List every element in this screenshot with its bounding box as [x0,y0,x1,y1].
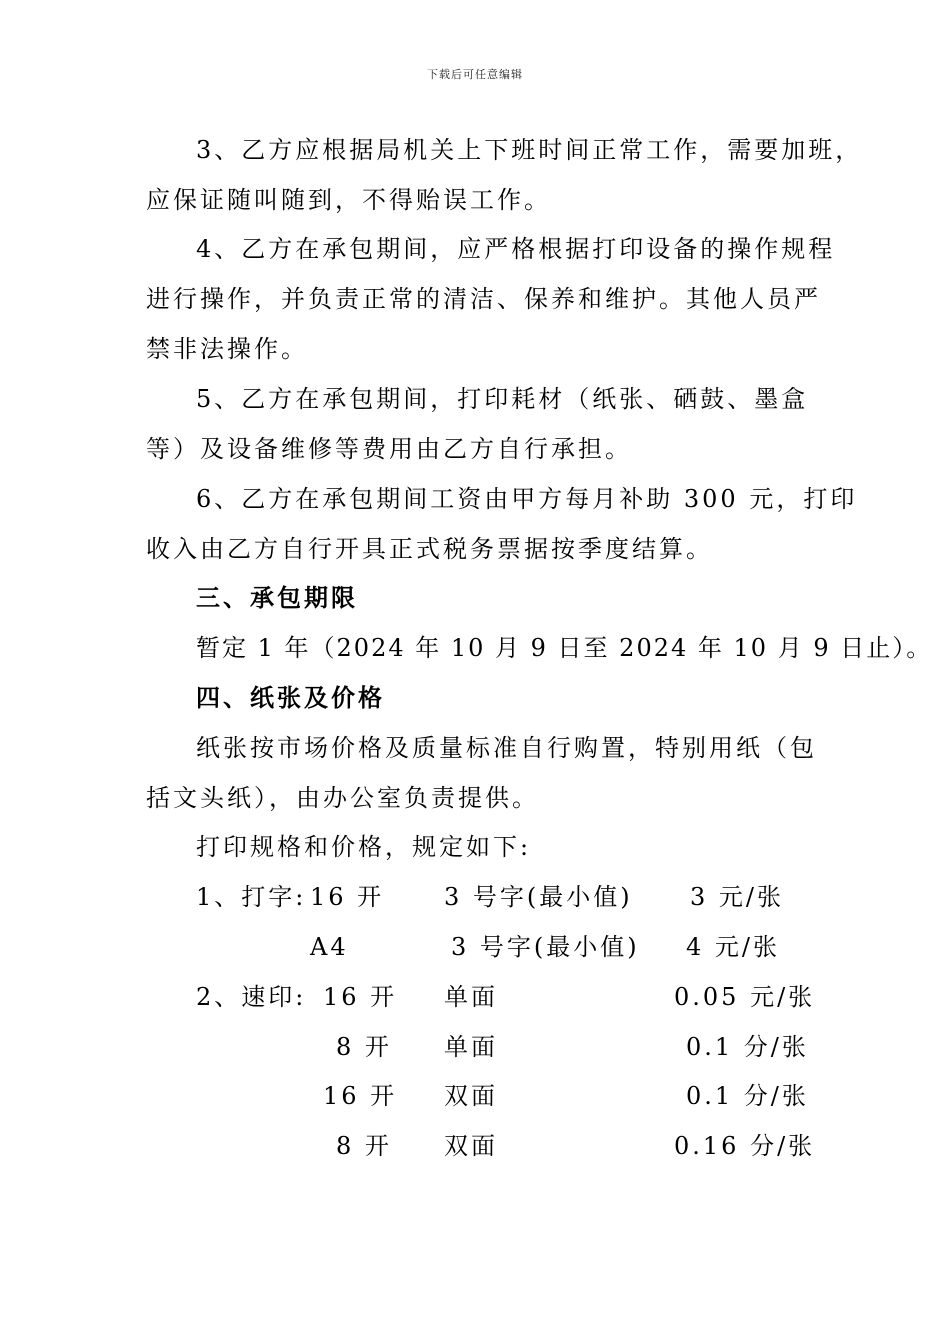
paragraph-line: 应保证随叫随到，不得贻误工作。 [146,186,551,214]
price-row-price: 0.1 分/张 [686,1082,809,1110]
price-row-size: 16 开 [323,1082,398,1110]
price-row-type: 3 号字(最小值) [451,933,640,961]
paragraph-line: 3、乙方应根据局机关上下班时间正常工作，需要加班， [196,136,863,164]
price-row-label: 2、速印: [196,983,307,1011]
paragraph-line: 暂定 1 年（2024 年 10 月 9 日至 2024 年 10 月 9 日止）。 [196,634,933,662]
paragraph-line: 纸张按市场价格及质量标准自行购置，特别用纸（包 [196,734,817,762]
price-row-size: A4 [310,933,349,961]
paragraph-line: 6、乙方在承包期间工资由甲方每月补助 300 元，打印 [196,485,858,513]
paragraph-line: 收入由乙方自行开具正式税务票据按季度结算。 [146,535,713,563]
price-row-price: 0.05 元/张 [674,983,816,1011]
price-row-label: 1、打字: [196,883,307,911]
paragraph-line: 进行操作，并负责正常的清洁、保养和维护。其他人员严 [146,285,821,313]
price-row-price: 3 元/张 [690,883,784,911]
price-row-price: 4 元/张 [686,933,780,961]
price-row-type: 双面 [444,1132,498,1160]
price-row-size: 16 开 [310,883,385,911]
paragraph-line: 括文头纸），由办公室负责提供。 [146,784,539,812]
section-heading: 三、承包期限 [196,583,358,612]
price-row-price: 0.1 分/张 [686,1033,809,1061]
price-row-size: 8 开 [336,1033,392,1061]
price-row-type: 双面 [444,1082,498,1110]
paragraph-line: 4、乙方在承包期间，应严格根据打印设备的操作规程 [196,235,836,263]
page-header: 下载后可任意编辑 [427,68,523,81]
paragraph-line: 打印规格和价格，规定如下: [196,833,532,861]
paragraph-line: 禁非法操作。 [146,335,308,363]
price-row-size: 8 开 [336,1132,392,1160]
paragraph-line: 等）及设备维修等费用由乙方自行承担。 [146,435,632,463]
section-heading: 四、纸张及价格 [196,683,385,712]
price-row-size: 16 开 [323,983,398,1011]
price-row-type: 单面 [444,983,498,1011]
price-row-type: 3 号字(最小值) [444,883,633,911]
paragraph-line: 5、乙方在承包期间，打印耗材（纸张、硒鼓、墨盒 [196,385,809,413]
price-row-type: 单面 [444,1033,498,1061]
price-row-price: 0.16 分/张 [674,1132,816,1160]
